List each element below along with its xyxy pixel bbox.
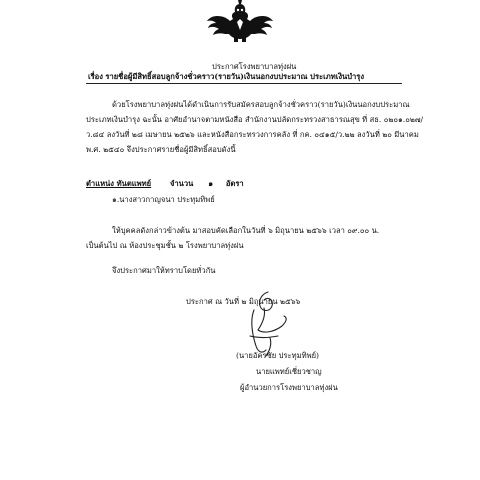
para1-line-2: ประเภทเงินบำรุง ฉะนั้น อาศัยอำนาจตามหนังสือ สำนักงานปลัดกระทรวงสาธารณสุข ที่ สธ. ๐๒๐๑.๐๒๗/ <box>86 115 424 124</box>
signer-title-2: ผู้อำนวยการโรงพยาบาลทุ่งฝน <box>240 383 338 392</box>
subject-line <box>88 73 364 81</box>
para2-line-1: ให้บุคคลดังกล่าวข้างต้น มาสอบคัดเลือกในวันที่ ๖ มิถุนายน ๒๕๖๖ เวลา ๐๙.๐๐ น. <box>112 226 380 235</box>
para1-line-3: ว.๘๔ ลงวันที่ ๒๘ เมษายน ๒๕๒๖ และหนังสือกระทรวงการคลัง ที่ กค. ๐๔๑๕/ว.๒๒ ลงวันที่ ๒๐ มีนาคม <box>86 130 419 139</box>
garuda-emblem-icon <box>205 0 275 42</box>
position-label: ตำแหน่ง ทันตแพทย์ <box>86 179 152 188</box>
candidate-item: ๑.นางสาวกาญจนา ประทุมทิพย์ <box>112 195 215 204</box>
para2-line-2: เป็นต้นไป ณ ห้องประชุมชั้น ๒ โรงพยาบาลทุ่งฝน <box>86 241 244 250</box>
count-value: ๑ <box>208 179 214 188</box>
signature-mark <box>244 290 290 358</box>
subject-text: รายชื่อผู้มีสิทธิ์สอบลูกจ้างชั่วคราว(รายวัน)เงินนอกงบประมาณ ประเภทเงินบำรุง <box>105 72 365 81</box>
position-line <box>86 180 244 188</box>
signer-name: (นายอัครชัย ประทุมทิพย์) <box>236 351 320 360</box>
signer-title-1: นายแพทย์เชี่ยวชาญ <box>256 367 322 376</box>
date-line: ประกาศ ณ วันที่ ๒ มิถุนายน ๒๕๖๖ <box>186 297 301 306</box>
count-label: จำนวน <box>169 179 194 188</box>
count-unit: อัตรา <box>225 179 244 188</box>
subject-label: เรื่อง <box>88 72 103 81</box>
para1-line-4: พ.ศ. ๒๕๔๐ จึงประกาศรายชื่อผู้มีสิทธิ์สอบดังนี้ <box>86 145 236 154</box>
closing-line: จึงประกาศมาให้ทราบโดยทั่วกัน <box>112 266 216 275</box>
para1-line-1: ด้วยโรงพยาบาลทุ่งฝนได้ดำเนินการรับสมัครสอบลูกจ้างชั่วคราว(รายวัน)เงินนอกงบประมาณ <box>112 100 410 109</box>
subject-underline <box>86 83 402 84</box>
org-line: ประกาศโรงพยาบาลทุ่งฝน <box>212 62 297 71</box>
